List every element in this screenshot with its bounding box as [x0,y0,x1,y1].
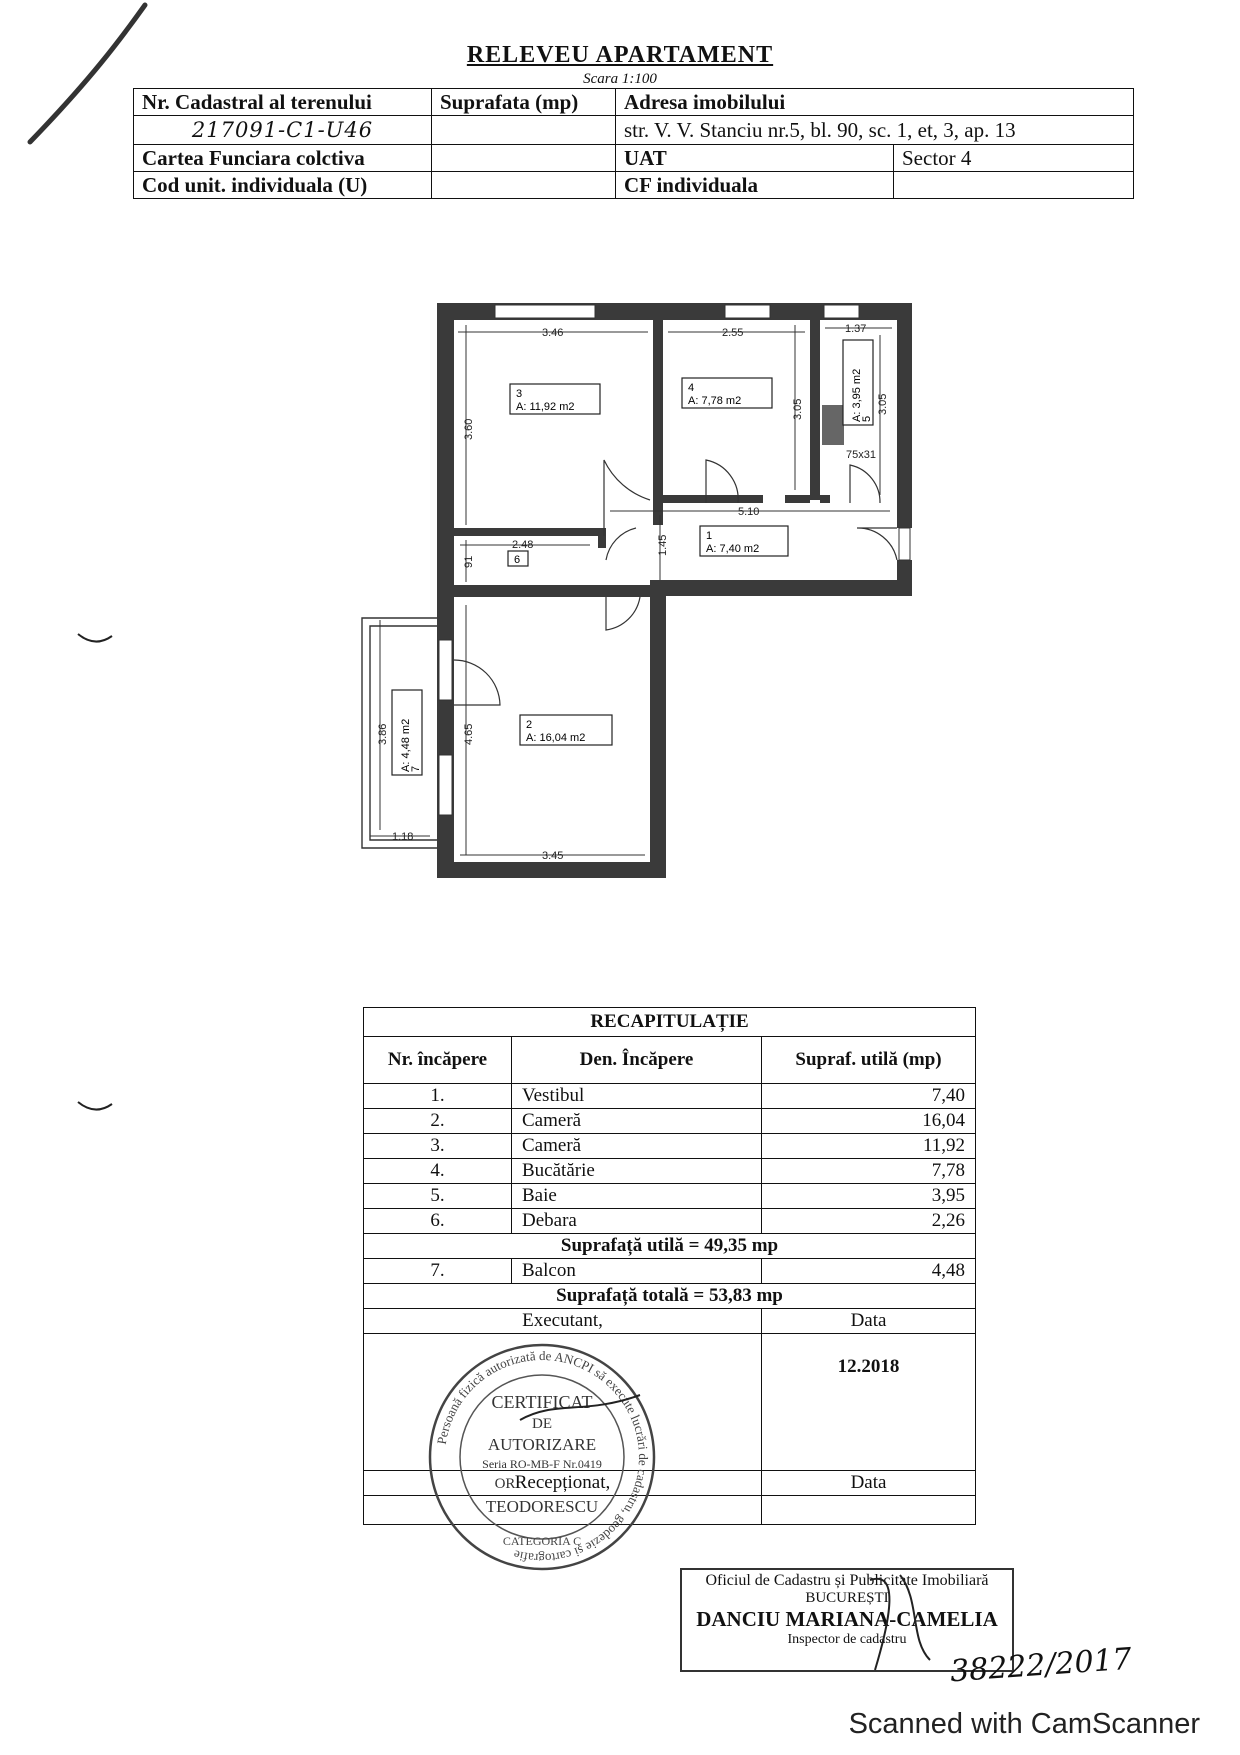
data-label-2: Data [762,1471,976,1496]
seal-line-1: CERTIFICAT [491,1392,593,1412]
data-label: Data [762,1309,976,1334]
row-val: 7,40 [762,1084,976,1109]
seal-line-3: AUTORIZARE [487,1435,597,1454]
col-supraf-header: Supraf. utilă (mp) [762,1037,976,1084]
row-val: 16,04 [762,1109,976,1134]
room-1-area: A: 7,40 m2 [706,543,760,555]
table-row [364,1259,976,1284]
seal-line-5: OR [494,1476,516,1492]
uat-label: UAT [616,145,894,172]
cadastral-table [133,88,1134,199]
room-3-area: A: 11,92 m2 [516,401,575,413]
dim-2-55: 2.55 [722,327,744,339]
dim-75x31: 75x31 [846,449,876,461]
authorization-seal [425,1340,660,1575]
adresa-value: str. V. V. Stanciu nr.5, bl. 90, sc. 1, et, 3, ap. 13 [616,116,1134,145]
seal-line-7: CATEGORIA C [502,1534,582,1548]
row-den: Debara [512,1209,762,1234]
recap-title: RECAPITULAȚIE [364,1008,976,1037]
walls [437,303,912,878]
col-nr-header: Nr. încăpere [364,1037,512,1084]
dim-5-10: 5.10 [738,506,760,518]
camscanner-watermark: Scanned with CamScanner [848,1708,1200,1740]
table-row [364,1134,976,1159]
dim-4-65: 4.65 [463,723,475,745]
row-nr: 3. [364,1134,512,1159]
data-cell-2 [762,1496,976,1525]
room-4-area: A: 7,78 m2 [688,395,742,407]
dim-3-05-b: 3.05 [877,393,889,415]
row-den: Vestibul [512,1084,762,1109]
row-den: Balcon [512,1259,762,1284]
row-den: Cameră [512,1109,762,1134]
receptionat-label: Recepționat, [364,1471,762,1496]
suprafata-totala: Suprafață totală = 53,83 mp [364,1284,976,1309]
dim-1-18: 1.18 [392,831,414,843]
row-nr: 5. [364,1184,512,1209]
cf-label: CF individuala [616,172,894,199]
dim-3-05-a: 3.05 [792,398,804,420]
dim-3-45: 3.45 [542,850,564,862]
dim-2-48: 2.48 [512,539,534,551]
table-row [364,1109,976,1134]
cod-label: Cod unit. individuala (U) [134,172,432,199]
dim-3-46: 3.46 [542,327,564,339]
row-nr: 2. [364,1109,512,1134]
shaft-box [822,405,844,445]
row-val: 11,92 [762,1134,976,1159]
row-den: Cameră [512,1134,762,1159]
row-nr: 7. [364,1259,512,1284]
row-den: Baie [512,1184,762,1209]
table-row [364,1209,976,1234]
cartea-value [432,145,616,172]
cod-value [432,172,616,199]
punch-mark-1 [75,630,115,650]
dim-3-60: 3.60 [463,418,475,440]
suprafata-label: Suprafata (mp) [432,89,616,116]
row-val: 2,26 [762,1209,976,1234]
room-6-nr: 6 [514,554,521,566]
adresa-label: Adresa imobilului [616,89,1134,116]
row-val: 4,48 [762,1259,976,1284]
table-row [364,1159,976,1184]
handwritten-number: 38222/2017 [949,1641,1133,1690]
page-title: RELEVEU APARTAMENT [466,42,774,68]
room-2-nr: 2 [526,719,533,731]
stamp-line-2: BUCUREȘTI [805,1590,889,1606]
row-nr: 1. [364,1084,512,1109]
seal-line-2: DE [532,1416,552,1432]
nr-cadastral-value: 217091-C1-U46 [134,116,432,145]
row-nr: 6. [364,1209,512,1234]
row-den: Bucătărie [512,1159,762,1184]
dim-91: 91 [463,555,475,568]
room-4-nr: 4 [688,382,695,394]
seal-line-6: TEODORESCU [485,1497,599,1516]
cf-value [894,172,1134,199]
stamp-line-1: Oficiul de Cadastru și Publicitate Imobiliară [705,1572,989,1589]
scale-label: Scara 1:100 [583,71,657,87]
executant-label: Executant, [364,1309,762,1334]
nr-cadastral-label: Nr. Cadastral al terenului [134,89,432,116]
dim-1-37: 1.37 [845,323,867,335]
suprafata-value [432,116,616,145]
seal-ring-text: Persoană fizică autorizată de ANCPI să execute lucrări de cadastru, geodezie și cartografie [433,1347,652,1567]
stamp-line-3: DANCIU MARIANA-CAMELIA [696,1607,998,1631]
room-7-area: A: 4,48 m2 [400,718,412,772]
row-nr: 4. [364,1159,512,1184]
floor-plan [350,295,930,885]
data-value: 12.2018 [762,1334,976,1471]
uat-value: Sector 4 [894,145,1134,172]
stamp-line-4: Inspector de cadastru [787,1632,907,1647]
room-5-nr: 5 [861,415,873,422]
col-den-header: Den. Încăpere [512,1037,762,1084]
dim-1-45: 1.45 [657,534,669,556]
punch-mark-2 [75,1098,115,1118]
dim-3-86: 3.86 [377,723,389,745]
room-7-nr: 7 [410,765,422,772]
seal-line-4: Seria RO-MB-F Nr.0419 [482,1457,602,1471]
room-2-area: A: 16,04 m2 [526,732,586,744]
table-row [364,1184,976,1209]
row-val: 7,78 [762,1159,976,1184]
row-val: 3,95 [762,1184,976,1209]
table-row [364,1084,976,1109]
room-5-area: A: 3,95 m2 [851,368,863,422]
room-3-nr: 3 [516,388,523,400]
suprafata-utila: Suprafață utilă = 49,35 mp [364,1234,976,1259]
room-1-nr: 1 [706,530,713,542]
cartea-label: Cartea Funciara colctiva [134,145,432,172]
